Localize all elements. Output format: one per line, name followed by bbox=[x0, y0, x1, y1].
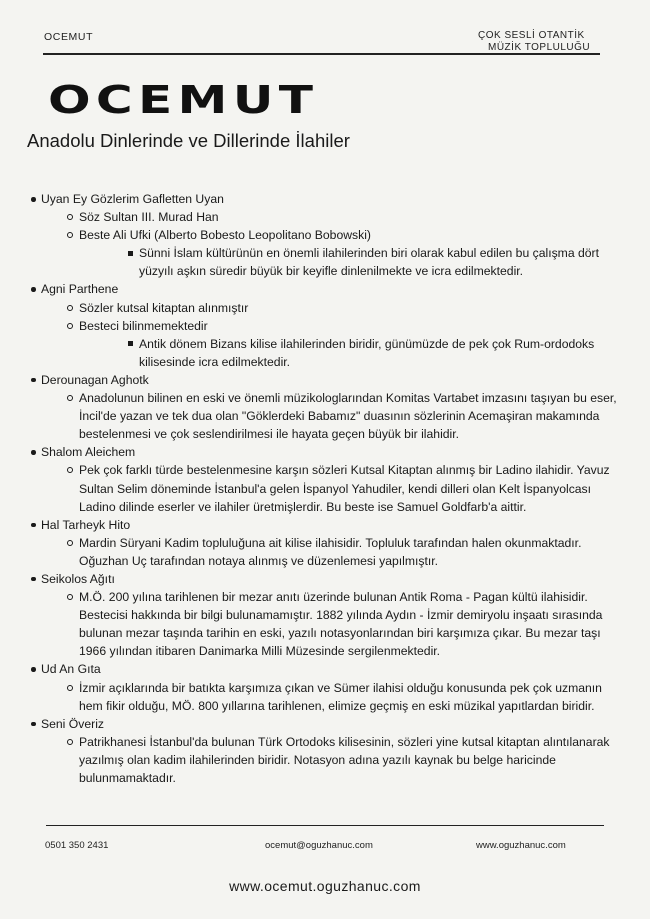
hymn-detail-text: Söz Sultan III. Murad Han bbox=[79, 210, 219, 225]
hymn-title: Shalom Aleichem bbox=[41, 445, 136, 460]
hymn-detail-text: M.Ö. 200 yılına tarihlenen bir mezar anıtı üzerinde bulunan Antik Roma - Pagan kültü ilahisidir. Bestecisi hakkında bir bilgi bulunamamıştır. 1882 yılında Aydın - İzmir demiryolu inşaatı sırasında bulunan mezar taşında tarihin en eski, yazılı notasyonlarından biri karşımıza çıkar. Bu mezar taşı 1966 yılından itibaren Danimarka Milli Müzesinde sergilenmektedir. bbox=[79, 590, 603, 659]
hymn-title: Derounagan Aghotk bbox=[41, 372, 149, 387]
hymn-detail-text: Beste Ali Ufki (Alberto Bobesto Leopolitano Bobowski) bbox=[79, 228, 371, 243]
hymn-detail bbox=[41, 534, 628, 570]
header-divider bbox=[43, 53, 600, 55]
hymn-detail-list bbox=[41, 588, 628, 660]
hymn-title: Seni Överiz bbox=[41, 716, 104, 731]
hymn-detail-list bbox=[41, 389, 628, 443]
hymn-title: Uyan Ey Gözlerim Gafletten Uyan bbox=[41, 192, 224, 206]
footer-email[interactable]: ocemut@oguzhanuc.com bbox=[265, 840, 373, 851]
hymn-title: Ud An Gıta bbox=[41, 662, 101, 677]
hymn-title: Seikolos Ağıtı bbox=[41, 571, 115, 586]
footer-phone: 0501 350 2431 bbox=[45, 840, 109, 851]
hymn-title: Agni Parthene bbox=[41, 282, 119, 297]
hymn-detail-text: Besteci bilinmemektedir bbox=[79, 318, 208, 333]
hymn-note-list bbox=[79, 244, 628, 280]
header-left-label: OCEMUT bbox=[44, 31, 94, 43]
hymn-detail bbox=[41, 226, 628, 280]
page-subtitle: Anadolu Dinlerinde ve Dillerinde İlahiler bbox=[27, 130, 350, 151]
hymn-detail bbox=[41, 679, 628, 715]
hymn-item bbox=[28, 570, 628, 660]
hymn-detail-list bbox=[41, 534, 628, 570]
hymn-detail-text: Sözler kutsal kitaptan alınmıştır bbox=[79, 300, 249, 315]
hymn-detail-text: Mardin Süryani Kadim topluluğuna ait kilise ilahisidir. Topluluk tarafından halen okunmaktadır. Oğuzhan Uç tarafından notaya alınmış ve düzenlemesi yapılmıştır. bbox=[79, 535, 582, 568]
brand-title: OCEMUT bbox=[48, 78, 319, 122]
hymn-note-list bbox=[79, 335, 628, 371]
hymn-detail-list bbox=[41, 733, 628, 787]
hymn-title: Hal Tarheyk Hito bbox=[41, 517, 131, 532]
hymn-detail-list bbox=[41, 679, 628, 715]
hymn-item bbox=[28, 371, 628, 443]
hymn-detail bbox=[41, 208, 628, 226]
header-right-line2: MÜZİK TOPLULUĞU bbox=[488, 42, 591, 53]
footer-divider bbox=[46, 825, 604, 826]
hymn-note: Antik dönem Bizans kilise ilahilerinden biridir, günümüzde de pek çok Rum-ordodoks kilisesinde icra edilmektedir. bbox=[79, 335, 628, 371]
hymn-note: Sünni İslam kültürünün en önemli ilahilerinden biri olarak kabul edilen bu çalışma dört yüzyılı aşkın süredir büyük bir keyifle dinlenilmekte ve icra edilmektedir. bbox=[79, 244, 628, 280]
hymn-detail-list bbox=[41, 461, 628, 515]
hymn-list bbox=[28, 190, 628, 787]
hymn-detail bbox=[41, 389, 628, 443]
footer-site-url[interactable]: www.ocemut.oguzhanuc.com bbox=[229, 878, 421, 894]
hymn-detail bbox=[41, 588, 628, 660]
hymn-detail bbox=[41, 733, 628, 787]
hymn-item bbox=[28, 190, 628, 280]
hymn-detail-text: Patrikhanesi İstanbul'da bulunan Türk Ortodoks kilisesinin, sözleri yine kutsal kitaptan alıntılanarak yazılmış olan kadim ilahilerinden biridir. Notasyon adına yazılı kaynak bu belge haricinde bulunmamaktadır. bbox=[79, 734, 610, 785]
hymn-item bbox=[28, 516, 628, 570]
hymn-item bbox=[28, 280, 628, 370]
header-right-label bbox=[478, 30, 608, 54]
hymn-detail-list bbox=[41, 299, 628, 371]
hymn-detail-text: Pek çok farklı türde bestelenmesine karşın sözleri Kutsal Kitaptan alınmış bir Ladino ilahidir. Yavuz Sultan Selim döneminde İstanbul'a gelen İspanyol Yahudiler, kendi dilleri olan Kelt İspanyolcası Ladino dilinde eserler ve ilahiler üretmişlerdir. Bu beste ise Samuel Goldfarb'a aittir. bbox=[79, 463, 610, 514]
hymn-detail-text: İzmir açıklarında bir batıkta karşımıza çıkan ve Sümer ilahisi olduğu konusunda pek çok uzmanın hem fikir olduğu, MÖ. 800 yıllarına tarihlenen, elimize geçmiş en eski müzikal yapıtlardan biridir. bbox=[79, 680, 602, 713]
footer-website[interactable]: www.oguzhanuc.com bbox=[476, 840, 566, 851]
hymn-detail bbox=[41, 461, 628, 515]
hymn-detail bbox=[41, 299, 628, 317]
hymn-item bbox=[28, 660, 628, 714]
hymn-detail bbox=[41, 317, 628, 371]
hymn-item bbox=[28, 715, 628, 787]
hymn-detail-list bbox=[41, 208, 628, 280]
hymn-list-container bbox=[28, 190, 628, 787]
hymn-detail-text: Anadolunun bilinen en eski ve önemli müzikologlarından Komitas Vartabet imzasını taşıyan bu eser, İncil'de yazan ve tek dua olan "Göklerdeki Babamız" duasının sözlerinin Acemaşiran makamında bestelenmesi ve çok seslendirilmesi ile hayata geçen büyük bir ilahidir. bbox=[79, 391, 617, 442]
hymn-item bbox=[28, 443, 628, 515]
header-right-line1: ÇOK SESLİ OTANTİK bbox=[478, 30, 585, 41]
